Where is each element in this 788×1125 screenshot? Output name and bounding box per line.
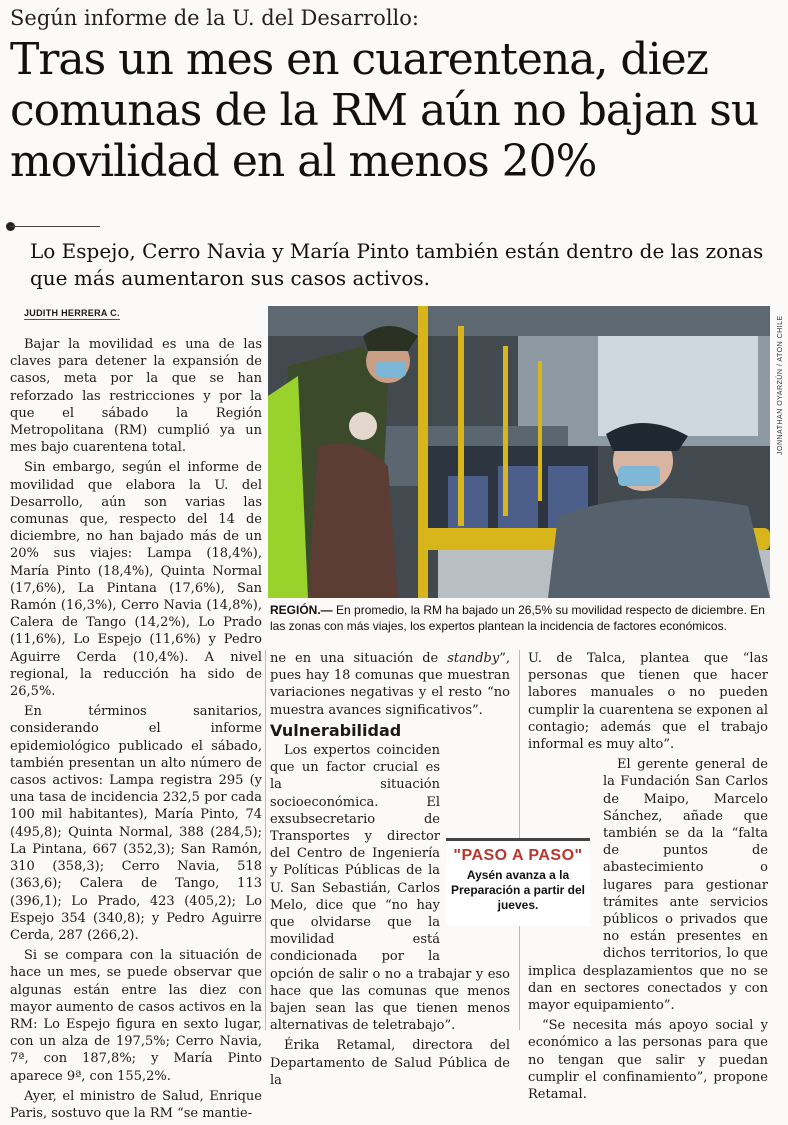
bus-photo xyxy=(268,306,770,598)
box-top-rule xyxy=(446,838,590,841)
col1-paragraph: Si se compara con la situación de hace un mes, se puede observar que algunas están entre las diez con mayor aumento de casos activos en la RM: Lo Espejo figura en sexto lugar, con un alza de 197,5%; Cerro Navia, 7ª, con 187,8%; y María Pinto aparece 9ª, con 155,2%. xyxy=(10,948,262,1084)
photo-credit: JONNATHAN OYARZÚN / ATON CHILE xyxy=(777,315,784,455)
col3-paragraph: U. de Talca, plantea que “las personas que tienen que hacer labores manuales o no pueden cumplir la cuarentena se exponen al contagio; además que el trabajo informal es muy alto”. xyxy=(528,651,769,753)
box-text: Aysén avanza a la Preparación a partir del jueves. xyxy=(450,868,586,912)
col2-p1-pre: ne en una situación de xyxy=(270,651,448,666)
column-1 xyxy=(10,336,262,1125)
bus-photo-illustration xyxy=(268,306,770,598)
col1-paragraph: En términos sanitarios, considerando el informe epidemiológico publicado el sábado, también presentan un alto número de casos activos: Lampa registra 295 (y una tasa de incidencia 232,5 por cada 100 mil habitantes), María Pinto, 74 (495,8); Quinta Normal, 388 (284,5); La Pintana, 667 (352,3); San Ramón, 310 (358,3); Cerro Navia, 518 (363,6); Calera de Tango, 113 (396,1); Lo Prado, 423 (405,2); Lo Espejo 354 (340,8); y Pedro Aguirre Cerda, 287 (266,2). xyxy=(10,704,262,943)
headline: Tras un mes en cuarentena, diez comunas de la RM aún no bajan su movilidad en al menos 20% xyxy=(10,34,759,187)
col2-p1-em: standby xyxy=(447,651,500,666)
caption-text: En promedio, la RM ha bajado un 26,5% su movilidad respecto de diciembre. En las zonas con más viajes, los expertos plantean la incidencia de factores económicos. xyxy=(270,603,765,633)
col3-p2-text: El gerente general de la Fundación San Carlos de Maipo, Marcelo Sánchez, añade que también se da la “falta de puntos de abastecimiento o lugares para gestionar trámites ante servicios públicos o privados que no están presentes en dichos territorios, lo que implica desplazamientos que no se dan en sectores conectados y con mayor equipamiento”. xyxy=(528,757,768,1014)
box-title: "PASO A PASO" xyxy=(453,847,583,864)
caption-label: REGIÓN.— xyxy=(270,603,333,617)
col1-paragraph: Sin embargo, según el informe de movilidad que elabora la U. del Desarrollo, aún son varias las comunas que, respecto del 14 de diciembre, no han bajado más de un 20% sus viajes: Lampa (18,4%), María Pinto (18,4%), Quinta Normal (17,6%), La Pintana (17,6%), San Ramón (16,3%), Cerro Navia (14,8%), Calera de Tango (14,2%), Lo Prado (11,6%), Lo Espejo (11,6%) y Pedro Aguirre Cerda (10,4%). A nivel regional, la reducción ha sido de 26,5%. xyxy=(10,460,262,700)
divider xyxy=(10,226,100,227)
col2-p1-post: ”, pues hay 18 comunas que muestran variaciones negativas y el resto “no muestra avances significativos”. xyxy=(270,651,510,718)
column-rule xyxy=(265,650,266,1030)
col2-paragraph xyxy=(270,650,510,719)
col2-paragraph: Érika Retamal, directora del Departamento de Salud Pública de la xyxy=(270,1038,510,1088)
col1-paragraph: Ayer, el ministro de Salud, Enrique Paris, sostuvo que la RM “se mantie- xyxy=(10,1088,262,1121)
photo-caption xyxy=(270,602,770,634)
kicker: Según informe de la U. del Desarrollo: xyxy=(10,6,419,30)
deck: Lo Espejo, Cerro Navia y María Pinto también están dentro de las zonas que más aumentaron sus casos activos. xyxy=(30,239,764,290)
col1-paragraph: Bajar la movilidad es una de las claves para detener la expansión de casos, meta por la que se han reforzado las restricciones y por la que el sábado la Región Metropolitana (RM) cumplió ya un mes bajo cuarentena total. xyxy=(10,337,262,456)
col2-p2-text: Los expertos coinciden que un factor crucial es la situación socioeconómica. El exsubsecretario de Transportes y director del Centro de Ingeniería y Políticas Públicas de la U. San Sebastián, Carlos Melo, dice que “no hay que olvidarse que la movilidad está condicionada por la opción de salir o no a trabajar y eso hace que las comunas que menos bajen sean las que tienen menos alternativas de teletrabajo”. xyxy=(270,743,510,1034)
byline: JUDITH HERRERA C. xyxy=(24,308,120,318)
subhead-vulnerabilidad: Vulnerabilidad xyxy=(270,720,402,740)
col3-paragraph: “Se necesita más apoyo social y económico a las personas para que no tengan que salir y puedan cumplir el confinamiento”, propone Retamal. xyxy=(528,1018,768,1103)
paso-a-paso-box xyxy=(446,838,590,926)
